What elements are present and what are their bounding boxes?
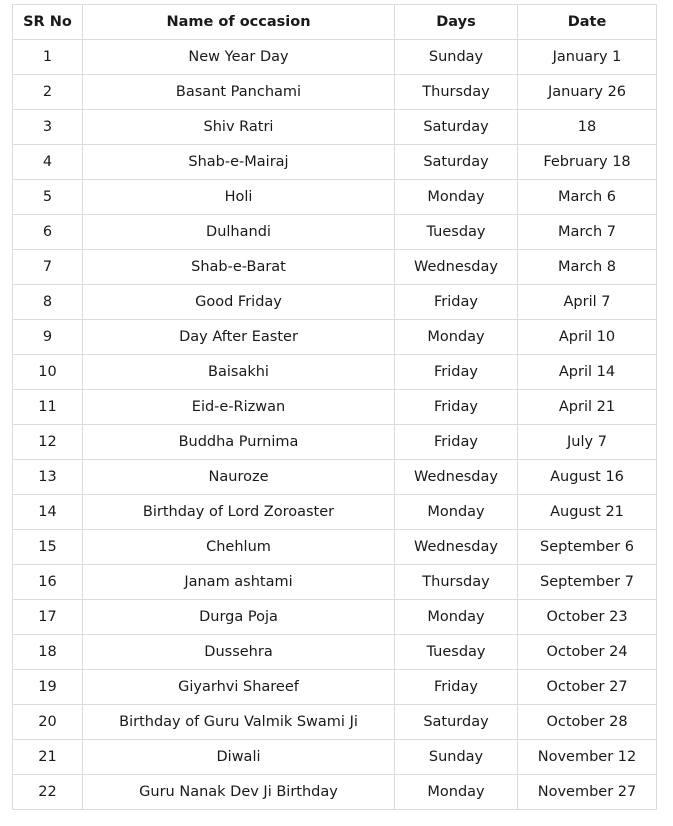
cell-date: October 28 bbox=[518, 705, 657, 740]
cell-day: Monday bbox=[395, 495, 518, 530]
cell-day: Monday bbox=[395, 320, 518, 355]
cell-date: March 8 bbox=[518, 250, 657, 285]
cell-day: Friday bbox=[395, 670, 518, 705]
cell-sr-no: 2 bbox=[13, 75, 83, 110]
cell-date: October 24 bbox=[518, 635, 657, 670]
cell-occasion: Giyarhvi Shareef bbox=[83, 670, 395, 705]
table-row bbox=[13, 775, 657, 810]
cell-date: January 26 bbox=[518, 75, 657, 110]
cell-day: Saturday bbox=[395, 110, 518, 145]
cell-sr-no: 15 bbox=[13, 530, 83, 565]
cell-occasion: Birthday of Lord Zoroaster bbox=[83, 495, 395, 530]
cell-day: Friday bbox=[395, 390, 518, 425]
cell-sr-no: 9 bbox=[13, 320, 83, 355]
cell-day: Sunday bbox=[395, 40, 518, 75]
cell-date: 18 bbox=[518, 110, 657, 145]
cell-sr-no: 8 bbox=[13, 285, 83, 320]
table-row bbox=[13, 460, 657, 495]
cell-date: October 23 bbox=[518, 600, 657, 635]
cell-date: March 6 bbox=[518, 180, 657, 215]
cell-occasion: Baisakhi bbox=[83, 355, 395, 390]
cell-occasion: Dussehra bbox=[83, 635, 395, 670]
cell-date: April 10 bbox=[518, 320, 657, 355]
cell-date: October 27 bbox=[518, 670, 657, 705]
cell-date: March 7 bbox=[518, 215, 657, 250]
cell-day: Monday bbox=[395, 600, 518, 635]
table-row bbox=[13, 215, 657, 250]
table-row bbox=[13, 740, 657, 775]
cell-day: Thursday bbox=[395, 75, 518, 110]
cell-day: Sunday bbox=[395, 740, 518, 775]
table-row bbox=[13, 705, 657, 740]
cell-date: August 16 bbox=[518, 460, 657, 495]
cell-sr-no: 5 bbox=[13, 180, 83, 215]
holiday-table bbox=[12, 4, 657, 810]
cell-occasion: Eid-e-Rizwan bbox=[83, 390, 395, 425]
cell-day: Monday bbox=[395, 180, 518, 215]
cell-occasion: Shab-e-Barat bbox=[83, 250, 395, 285]
cell-date: February 18 bbox=[518, 145, 657, 180]
cell-date: August 21 bbox=[518, 495, 657, 530]
table-row bbox=[13, 530, 657, 565]
cell-date: November 27 bbox=[518, 775, 657, 810]
cell-sr-no: 20 bbox=[13, 705, 83, 740]
table-row bbox=[13, 145, 657, 180]
cell-date: April 21 bbox=[518, 390, 657, 425]
cell-occasion: Guru Nanak Dev Ji Birthday bbox=[83, 775, 395, 810]
cell-sr-no: 17 bbox=[13, 600, 83, 635]
cell-day: Friday bbox=[395, 355, 518, 390]
cell-date: July 7 bbox=[518, 425, 657, 460]
cell-sr-no: 1 bbox=[13, 40, 83, 75]
cell-day: Saturday bbox=[395, 705, 518, 740]
cell-day: Friday bbox=[395, 285, 518, 320]
holiday-table-container bbox=[12, 4, 657, 810]
cell-date: November 12 bbox=[518, 740, 657, 775]
cell-occasion: New Year Day bbox=[83, 40, 395, 75]
table-row bbox=[13, 670, 657, 705]
cell-day: Tuesday bbox=[395, 635, 518, 670]
header-date: Date bbox=[518, 5, 657, 40]
table-row bbox=[13, 40, 657, 75]
cell-occasion: Buddha Purnima bbox=[83, 425, 395, 460]
cell-sr-no: 11 bbox=[13, 390, 83, 425]
cell-sr-no: 16 bbox=[13, 565, 83, 600]
cell-sr-no: 22 bbox=[13, 775, 83, 810]
table-row bbox=[13, 250, 657, 285]
cell-occasion: Holi bbox=[83, 180, 395, 215]
table-row bbox=[13, 495, 657, 530]
cell-day: Wednesday bbox=[395, 530, 518, 565]
cell-day: Saturday bbox=[395, 145, 518, 180]
cell-sr-no: 19 bbox=[13, 670, 83, 705]
header-sr-no: SR No bbox=[13, 5, 83, 40]
table-row bbox=[13, 180, 657, 215]
cell-sr-no: 6 bbox=[13, 215, 83, 250]
cell-date: September 7 bbox=[518, 565, 657, 600]
cell-date: September 6 bbox=[518, 530, 657, 565]
cell-occasion: Dulhandi bbox=[83, 215, 395, 250]
cell-occasion: Good Friday bbox=[83, 285, 395, 320]
cell-occasion: Nauroze bbox=[83, 460, 395, 495]
cell-occasion: Basant Panchami bbox=[83, 75, 395, 110]
header-days: Days bbox=[395, 5, 518, 40]
cell-sr-no: 21 bbox=[13, 740, 83, 775]
table-row bbox=[13, 635, 657, 670]
cell-sr-no: 18 bbox=[13, 635, 83, 670]
table-body bbox=[13, 40, 657, 810]
cell-occasion: Birthday of Guru Valmik Swami Ji bbox=[83, 705, 395, 740]
table-row bbox=[13, 355, 657, 390]
cell-sr-no: 7 bbox=[13, 250, 83, 285]
cell-occasion: Day After Easter bbox=[83, 320, 395, 355]
cell-day: Thursday bbox=[395, 565, 518, 600]
cell-sr-no: 12 bbox=[13, 425, 83, 460]
table-row bbox=[13, 600, 657, 635]
cell-sr-no: 10 bbox=[13, 355, 83, 390]
table-row bbox=[13, 285, 657, 320]
table-row bbox=[13, 110, 657, 145]
cell-sr-no: 3 bbox=[13, 110, 83, 145]
cell-occasion: Shiv Ratri bbox=[83, 110, 395, 145]
cell-day: Wednesday bbox=[395, 460, 518, 495]
cell-day: Tuesday bbox=[395, 215, 518, 250]
table-row bbox=[13, 390, 657, 425]
cell-date: April 7 bbox=[518, 285, 657, 320]
cell-sr-no: 13 bbox=[13, 460, 83, 495]
cell-day: Monday bbox=[395, 775, 518, 810]
cell-occasion: Durga Poja bbox=[83, 600, 395, 635]
cell-occasion: Chehlum bbox=[83, 530, 395, 565]
cell-occasion: Diwali bbox=[83, 740, 395, 775]
table-row bbox=[13, 75, 657, 110]
cell-occasion: Janam ashtami bbox=[83, 565, 395, 600]
cell-date: April 14 bbox=[518, 355, 657, 390]
table-row bbox=[13, 565, 657, 600]
cell-day: Wednesday bbox=[395, 250, 518, 285]
cell-sr-no: 14 bbox=[13, 495, 83, 530]
cell-day: Friday bbox=[395, 425, 518, 460]
cell-occasion: Shab-e-Mairaj bbox=[83, 145, 395, 180]
table-row bbox=[13, 320, 657, 355]
cell-sr-no: 4 bbox=[13, 145, 83, 180]
table-header-row bbox=[13, 5, 657, 40]
header-name-of-occasion: Name of occasion bbox=[83, 5, 395, 40]
cell-date: January 1 bbox=[518, 40, 657, 75]
table-row bbox=[13, 425, 657, 460]
